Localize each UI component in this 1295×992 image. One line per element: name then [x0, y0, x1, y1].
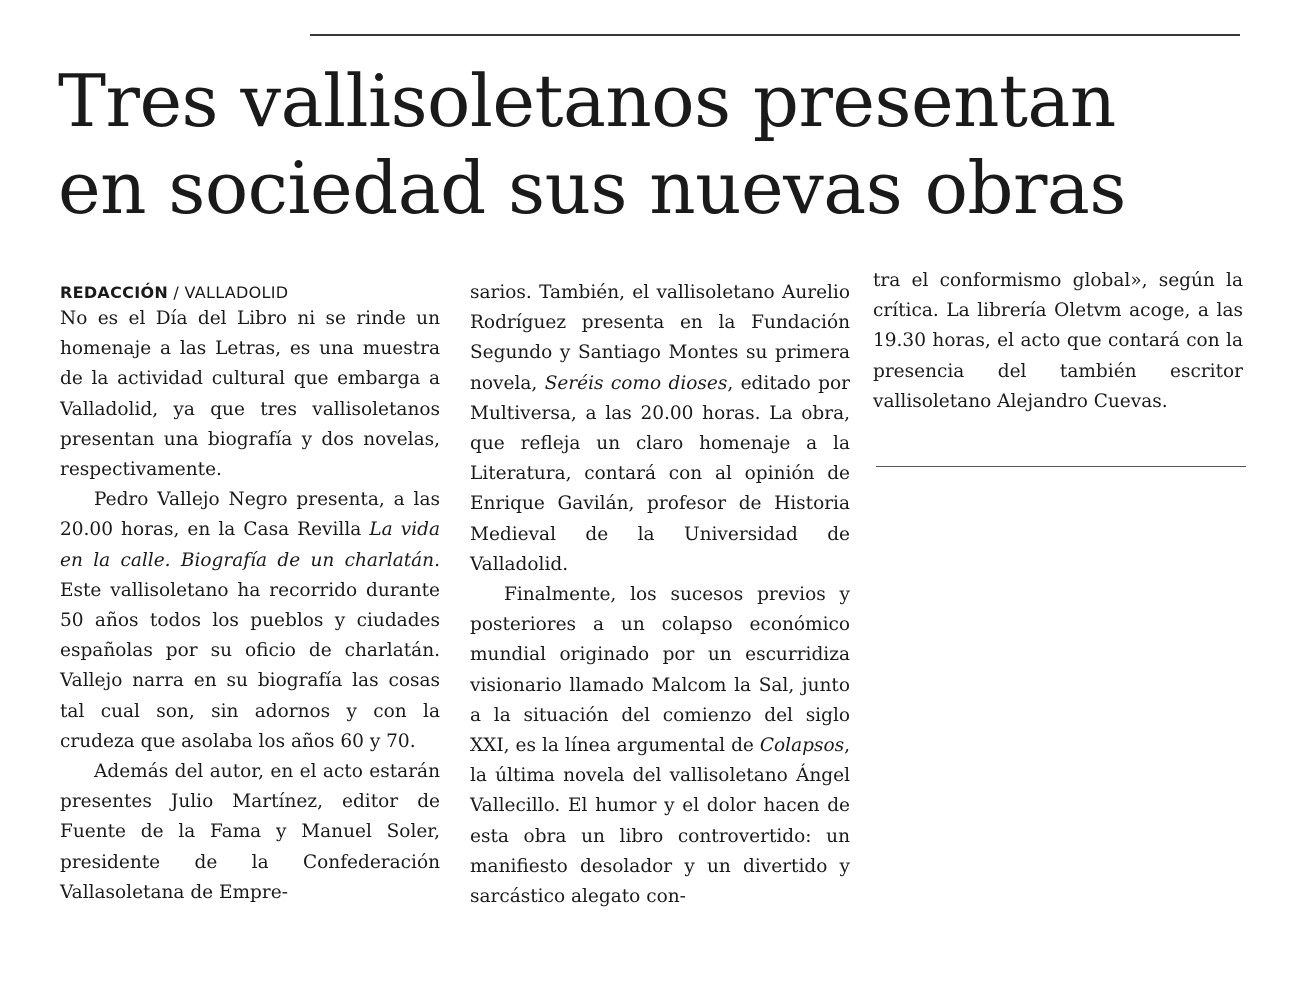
book-title-colapsos: Colapsos — [759, 735, 845, 757]
paragraph-vallejo-text-b: . Este vallisoletano ha recorrido durante 50 años todos los pueblos y ciudades españolas por su oficio de charlatán. Vallejo narra en su biografía las cosas tal cual son, sin adornos y con la crudeza que asolaba los años 60 y 70. — [60, 549, 440, 752]
paragraph-rodriguez-text-a: sarios. También, el vallisoletano Aurelio Rodríguez presenta en la Fundación Segundo y Santiago Montes su primera novela, — [470, 282, 850, 394]
paragraph-rodriguez-text-b: , editado por Multiversa, a las 20.00 horas. La obra, que refleja un claro homenaje a la Literatura, contará con al opinión de Enrique Gavilán, profesor de Historia Medieval de la Universidad de Valladolid. — [470, 372, 850, 575]
end-rule — [876, 466, 1246, 467]
paragraph-autor: Además del autor, en el acto estarán presentes Julio Martínez, editor de Fuente de la Fama y Manuel Soler, presidente de la Confederación Vallasoletana de Empre- — [60, 761, 440, 903]
headline-line-2: en sociedad sus nuevas obras — [58, 146, 1126, 230]
article-column-1 — [60, 278, 440, 908]
paragraph-rodriguez — [470, 278, 850, 580]
headline — [58, 58, 1258, 232]
article-column-3 — [873, 266, 1243, 417]
paragraph-vallecillo — [470, 580, 850, 912]
byline-separator: / — [168, 283, 185, 302]
paragraph-vallecillo-text-a: Finalmente, los sucesos previos y posteriores a un colapso económico mundial originado por un escurridiza visionario llamado Malcom la Sal, junto a la situación del comienzo del siglo XXI, es la línea argumental de — [470, 584, 850, 757]
paragraph-vallecillo-text-b: , la última novela del vallisoletano Ángel Vallecillo. El humor y el dolor hacen de esta obra un libro controvertido: un manifiesto desolador y un divertido y sarcástico alegato con- — [470, 735, 850, 908]
paragraph-intro: No es el Día del Libro ni se rinde un homenaje a las Letras, es una muestra de la actividad cultural que embarga a Valladolid, ya que tres vallisoletanos presentan una biografía y dos novelas, respectivamente. — [60, 308, 440, 481]
byline-place: VALLADOLID — [184, 283, 289, 302]
book-title-sereis-como-dioses: Seréis como dioses — [544, 372, 728, 394]
byline-agency: REDACCIÓN — [60, 283, 169, 302]
paragraph-vallejo-text-a: Pedro Vallejo Negro presenta, a las 20.00 horas, en la Casa Revilla — [60, 489, 440, 541]
book-title-vida-en-la-calle: La vida en la calle. Biografía de un charlatán — [60, 519, 441, 571]
paragraph-vallejo — [60, 485, 440, 757]
headline-line-1: Tres vallisoletanos presentan — [58, 59, 1116, 143]
top-rule — [310, 34, 1240, 36]
article-column-2 — [470, 278, 850, 912]
paragraph-oletvm: tra el conformismo global», según la crítica. La librería Oletvm acoge, a las 19.30 horas, el acto que contará con la presencia del también escritor vallisoletano Alejandro Cuevas. — [873, 270, 1243, 412]
